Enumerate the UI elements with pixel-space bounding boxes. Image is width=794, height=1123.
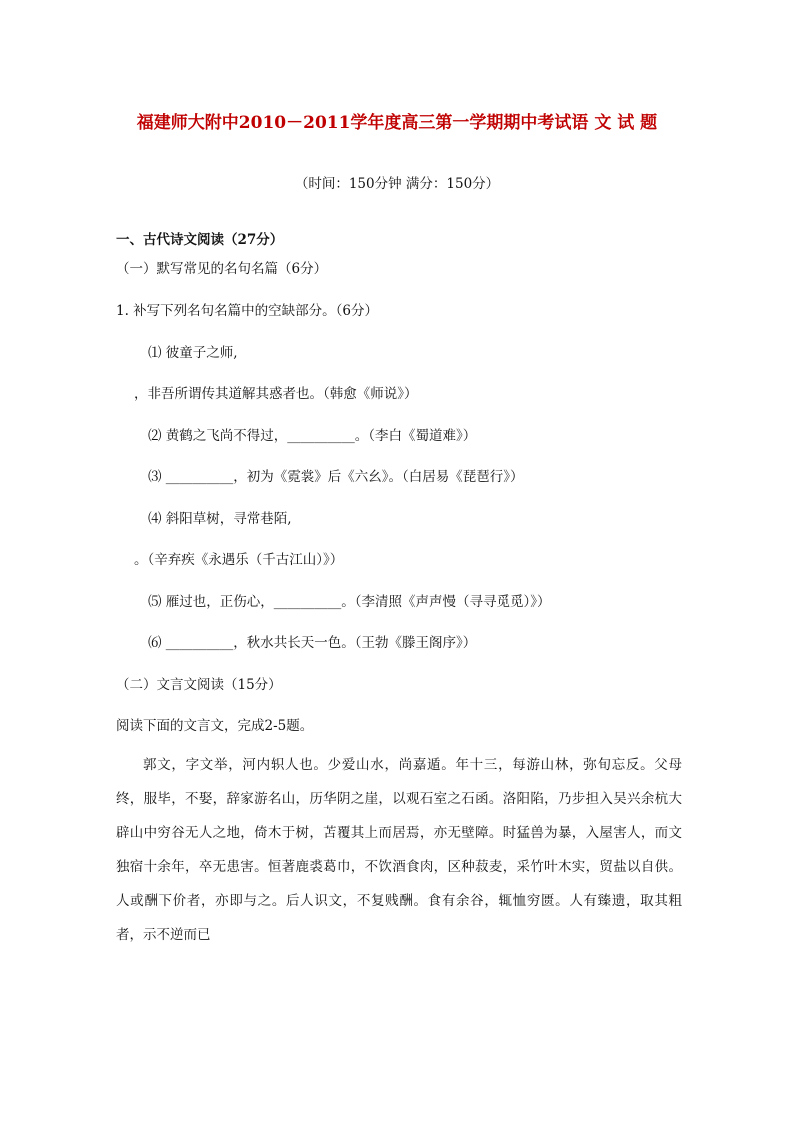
question-item: ，非吾所谓传其道解其惑者也。（韩愈《师说》） (134, 386, 418, 402)
document-title: 福建师大附中2010－2011学年度高三第一学期期中考试语 文 试 题 (136, 113, 658, 133)
section-heading: 一、古代诗文阅读（27分） (116, 232, 284, 248)
question-item: 。（辛弃疾《永遇乐（千古江山）》） (134, 552, 344, 568)
part-heading-1: （一）默写常见的名句名篇（6分） (116, 261, 328, 277)
question-item: ⑹ __________，秋水共长天一色。（王勃《滕王阁序》） (148, 635, 477, 651)
reading-instruction: 阅读下面的文言文，完成2-5题。 (116, 718, 314, 734)
part-heading-2: （二）文言文阅读（15分） (116, 677, 282, 693)
question-item: ⑶ __________，初为《霓裳》后《六幺》。（白居易《琵琶行》） (148, 469, 524, 485)
exam-time-score: （时间：150分钟 满分：150分） (294, 176, 500, 192)
question-1: 1. 补写下列名句名篇中的空缺部分。（6分） (116, 303, 379, 319)
question-item: ⑴ 彼童子之师, (148, 345, 238, 361)
classical-passage: 郭文，字文举，河内轵人也。少爱山水，尚嘉遁。年十三，每游山林，弥旬忘反。父母终，服毕，不娶，辞家游名山，历华阴之崖，以观石室之石函。洛阳陷，乃步担入吴兴余杭大辟山中穷谷无人之地，倚木于树，苫覆其上而居焉，亦无壁障。时猛兽为暴，入屋害人，而文独宿十余年，卒无患害。恒著鹿裘葛巾，不饮酒食肉，区种菽麦，采竹叶木实，贸盐以自供。人或酬下价者，亦即与之。后人识文，不复贱酬。食有余谷，辄恤穷匮。人有臻遗，取其粗者，示不逆而已 (116, 757, 682, 943)
question-item: ⑸ 雁过也，正伤心，__________。（李清照《声声慢（寻寻觅觅）》） (148, 594, 551, 610)
question-item: ⑵ 黄鹤之飞尚不得过，__________。（李白《蜀道难》） (148, 428, 477, 444)
question-item: ⑷ 斜阳草树，寻常巷陌, (148, 511, 292, 527)
